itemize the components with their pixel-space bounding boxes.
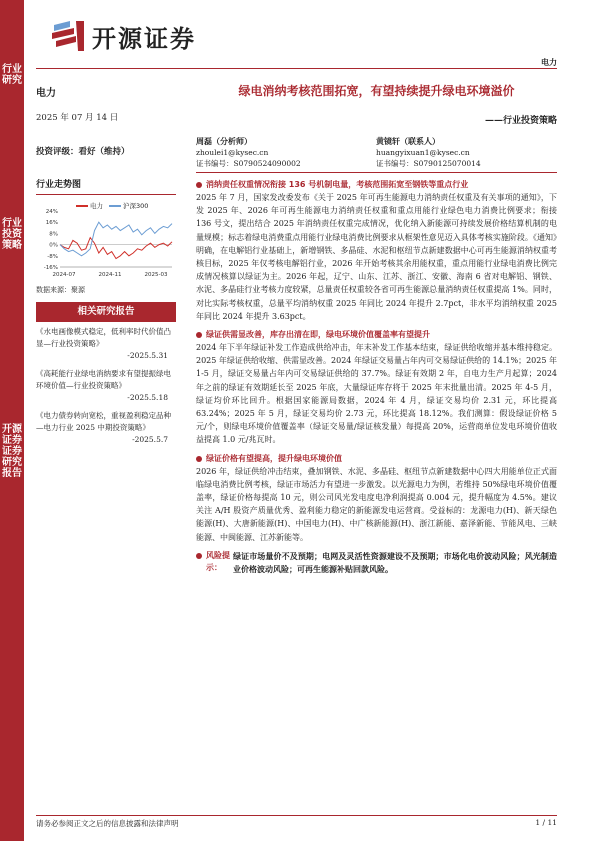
analyst-name: 周磊（分析师） [196, 137, 252, 146]
related-report-title: 《电力债券转向宽松，重视盈利稳定品种—电力行业 2025 中期投资策略》 [36, 411, 171, 432]
strip-publisher: 开源证券 证券研究报告 [0, 346, 24, 841]
section-body: 2025 年 7 月，国家发改委发布《关于 2025 年可再生能源电力消纳责任权重及有关事项的通知》，下发 2025 年、2026 年可再生能源电力消纳责任权重和重点用能行业绿色电力消费比例要求；衔接 136 号文，提出结合 2025 年消纳责任权重完成情况，优化纳入新能源可持续发展价格结算机制的电量规模；标志着绿电消费重点用能行业绿电消费比例要求从框架性意见迈入具体考核实施阶段。《通知》明确，在电解铝行业基础上，新增钢铁、多晶硅、水泥和枢纽节点新建数据中心可再生能源消纳权重考核目标，2025 年仅考核电解铝行业，2026 年开始考核其余用能权重，重点用能行业绿电消费比例完成情况核算以绿证为主。2026 年起，辽宁、山东、江苏、浙江、安徽、海南 6 省对电解铝、钢铁、水泥、多晶硅行业考核力度较紧，总量责任权重较各省可再生能源总量消纳责任权重提高 1%。同时，对比实际考核权重，总量平均消纳权重 2025 年同比 2024 年提升 2.7pct，非水平均消纳权重 2025 年同比 2024 年提升 3.63pct。 [196, 193, 557, 321]
section-green-cert-supply [196, 329, 557, 447]
related-report-date: -2025.5.18 [127, 393, 168, 402]
investment-rating: 投资评级：看好（维持） [36, 147, 130, 157]
strip-report-type: 行业投资策略 [0, 176, 24, 346]
related-reports-list [36, 326, 176, 452]
brand-logo [48, 18, 196, 54]
related-report[interactable] [36, 326, 176, 362]
related-report-date: -2025.5.31 [127, 351, 168, 360]
report-headline: 绿电消纳考核范围拓宽，有望持续提升绿电环境溢价 [238, 84, 515, 98]
header-divider [36, 68, 557, 69]
section-heading: 绿证供需显改善，库存出清在即，绿电环境价值覆盖率有望提升 [196, 329, 557, 341]
legend-item-csi300: 沪深300 [109, 201, 148, 210]
trend-chart [36, 197, 176, 281]
risk-text: 绿证市场量价不及预期；电网及灵活性资源建设不及预期；市场化电价波动风险；风光制造业价格波动风险；可再生能源补贴回款风险。 [233, 551, 557, 575]
section-risk [196, 550, 557, 576]
page-number: 1 / 11 [535, 818, 557, 827]
section-body: 2026 年，绿证供给冲击结束，叠加钢铁、水泥、多晶硅、枢纽节点新建数据中心四大用能单位正式面临绿电消费比例考核，绿证市场活力有望进一步激发。以光源电力为例，若维持 50%绿电环境价值覆盖率，绿证价格每提高 10 元，则公司风光发电度电净利润提高 0.004 元，提升幅度为 4.5%。建议关注 A/H 股资产质量优秀、盈利能力稳定的新能源发电运营商。受益标的：龙源电力(H)、新天绿色能源(H)、大唐新能源(H)、中国电力(H)、中广核新能源(H)、浙江新能、嘉泽新能、节能风电、三峡能源、中闽能源、江苏新能等。 [196, 466, 557, 542]
brand-name: 开源证券 [92, 24, 196, 53]
y-tick-label: -8% [47, 253, 58, 260]
series-line-1 [60, 222, 172, 256]
kaiyuan-logo-icon [48, 19, 88, 53]
y-tick-label: 16% [45, 220, 58, 227]
y-tick-label: 8% [49, 231, 58, 238]
analyst-card [196, 136, 376, 169]
y-tick-label: 24% [45, 209, 58, 215]
x-tick-label: 2024-07 [52, 272, 76, 278]
x-tick-label: 2024-11 [98, 272, 122, 278]
section-body: 2024 年下半年绿证补发工作造成供给冲击，年末补发工作基本结束，绿证供给收缩并基本维持稳定。2025 年绿证供给收缩、供需显改善。2024 年绿证交易量占年内可交易绿证供给的 14.1%；2025 年 1-5 月，绿证交易量占年内可交易绿证供给的 37.7%。绿证有效期 2 年，自电力生产月起算；2024 年之前的绿证有效期延长至 2025 年底，大量绿证库存将于 2025 年末批量出清。2025 年 4-5 月，绿证均价环比回升。根据国家能源局数据，2024 年 4 月，绿证交易均价 2.31 元，环比提高 63.24%；2025 年 5 月，绿证交易均价 2.73 元，环比提高 18.12%。我们测算：假设绿证价格 5 元/个，则绿电环境价值覆盖率（绿证交易量/绿证核发量）每提高 20%，运营商单位发电环境价值收益提高 1.0 元/兆瓦时。 [196, 343, 557, 445]
side-strip [0, 0, 24, 841]
related-reports-header: 相关研究报告 [36, 302, 176, 322]
analyst-divider [196, 172, 557, 173]
related-report-date: -2025.5.7 [132, 435, 168, 444]
x-tick-label: 2025-03 [144, 272, 168, 278]
y-tick-label: 0% [49, 242, 58, 249]
sector-tag: 电力 [541, 57, 557, 67]
section-heading: 风险提示： 绿证市场量价不及预期；电网及灵活性资源建设不及预期；市场化电价波动风险；风光制造业价格波动风险；可再生能源补贴回款风险。 [196, 550, 557, 576]
analyst-email[interactable]: huangyixuan1@kysec.cn [376, 148, 470, 157]
bullet-icon [196, 182, 202, 188]
section-green-cert-price [196, 453, 557, 544]
bullet-icon [196, 456, 202, 462]
report-date: 2025 年 07 月 14 日 [36, 113, 119, 123]
chart-legend [76, 201, 148, 210]
report-subtitle: ——行业投资策略 [484, 116, 557, 126]
footer-disclaimer[interactable]: 请务必参阅正文之后的信息披露和法律声明 [36, 819, 179, 828]
related-report-title: 《高耗能行业绿电消纳要求有望提振绿电环境价值—行业投资策略》 [36, 369, 171, 390]
legend-item-power: 电力 [76, 201, 103, 210]
trend-chart-title: 行业走势图 [36, 177, 176, 195]
related-report[interactable] [36, 368, 176, 404]
y-tick-label: -16% [43, 265, 58, 271]
bullet-icon [196, 553, 202, 559]
analyst-card [376, 136, 556, 169]
related-report-title: 《水电画像模式稳定，低利率时代价值凸显—行业投资策略》 [36, 327, 171, 348]
data-source: 数据来源：聚源 [36, 286, 85, 294]
footer-divider [36, 815, 557, 816]
analyst-email[interactable]: zhoulei1@kysec.cn [196, 148, 269, 157]
section-heading: 消纳责任权重情况衔接 136 号机制电量，考核范围拓宽至钢铁等重点行业 [196, 179, 557, 191]
bullet-icon [196, 332, 202, 338]
analyst-block [196, 136, 557, 169]
analyst-cert: 证书编号：S0790125070014 [376, 159, 481, 168]
series-line-0 [60, 238, 172, 259]
sector-name: 电力 [36, 88, 56, 99]
analyst-cert: 证书编号：S0790524090002 [196, 159, 301, 168]
section-consumption-weights [196, 179, 557, 323]
analyst-name: 黄镜轩（联系人） [376, 137, 440, 146]
left-column [36, 76, 176, 295]
section-heading: 绿证价格有望提高，提升绿电环境价值 [196, 453, 557, 465]
strip-category: 行业研究 [0, 0, 24, 176]
main-content [196, 76, 557, 576]
related-report[interactable] [36, 410, 176, 446]
